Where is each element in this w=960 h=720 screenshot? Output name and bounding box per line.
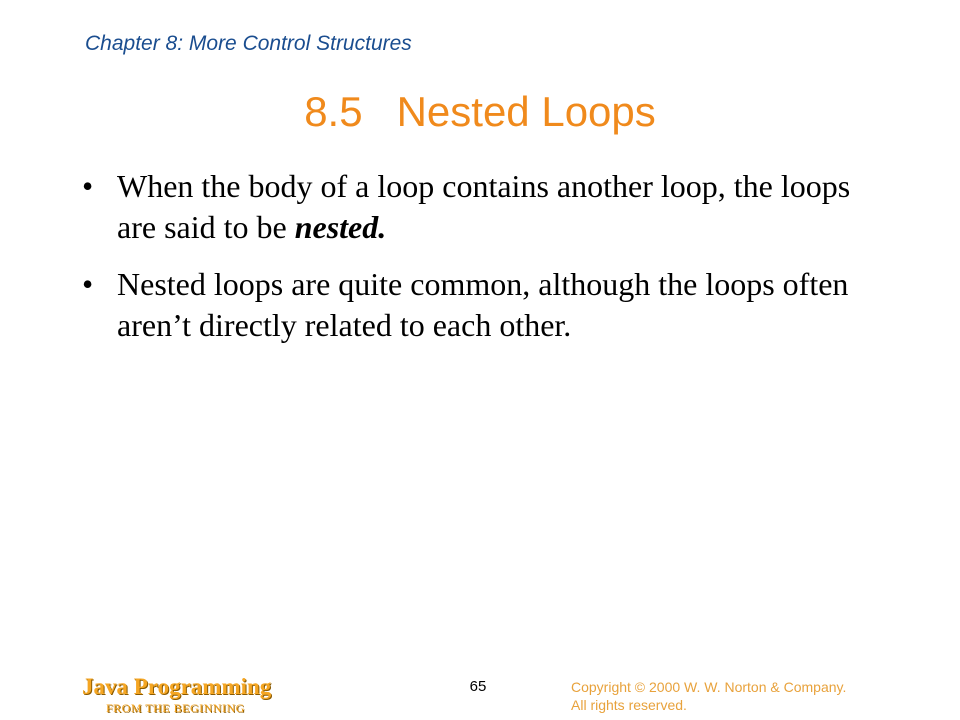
copyright-notice: [571, 678, 846, 714]
book-title: Java Programming: [82, 674, 272, 699]
bullet-text: Nested loops are quite common, although the loops often aren’t directly related to each other.: [117, 266, 849, 343]
bullet-text: When the body of a loop contains another loop, the loops are said to be: [117, 168, 851, 245]
page-number: 65: [469, 678, 487, 695]
bullet-marker: •: [82, 266, 94, 302]
copyright-line-2: All rights reserved.: [571, 697, 687, 713]
copyright-line-1: Copyright © 2000 W. W. Norton & Company.: [571, 679, 847, 695]
bullet-marker: •: [82, 168, 94, 204]
bullet-item: [82, 166, 862, 248]
slide-title-text: Nested Loops: [396, 88, 656, 135]
slide-title: [0, 88, 960, 136]
book-logo: [82, 674, 312, 716]
bullet-item: [82, 264, 862, 346]
chapter-header: Chapter 8: More Control Structures: [85, 32, 412, 55]
book-subtitle: FROM THE BEGINNING: [106, 701, 245, 715]
slide-title-number: 8.5: [304, 88, 363, 135]
bullet-emphasis: nested.: [294, 209, 387, 245]
bullet-list: [82, 166, 862, 362]
